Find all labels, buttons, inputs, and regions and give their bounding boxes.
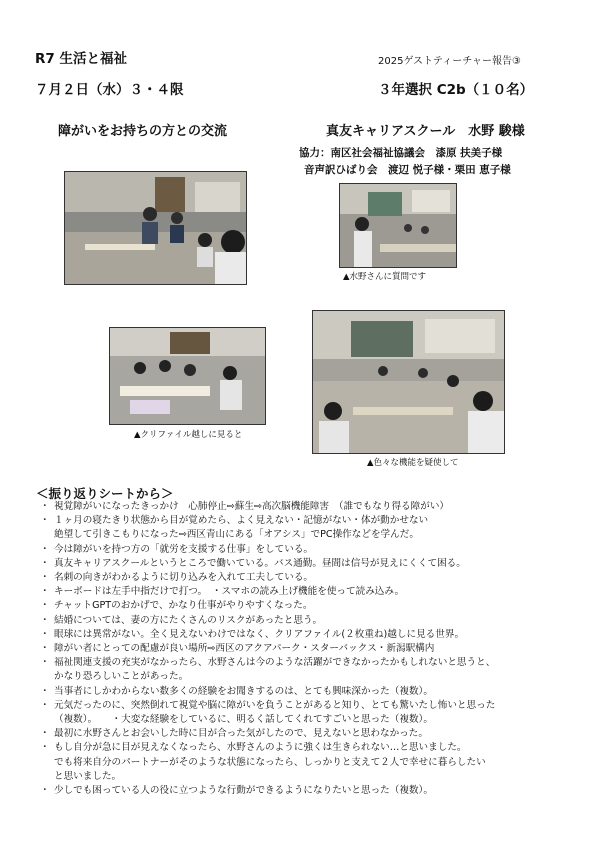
feedback-line: （複数）。 ・大変な経験をしているに、明るく話してくれてすごいと思った（複数）。 — [54, 714, 433, 726]
feedback-line: でも将来自分のパートナーがそのような状態になったら、しっかりと支えて２人で幸せに暮らしたい — [54, 756, 486, 768]
feedback-list — [42, 500, 572, 798]
feedback-item — [42, 656, 572, 684]
course-title: R7 生活と福祉 — [35, 51, 127, 67]
feedback-line: ・ 最初に水野さんとお会いした時に目が合った気がしたので、見えないと思わなかった。 — [54, 728, 428, 740]
guest-name: 真友キャリアスクール 水野 駿様 — [326, 124, 525, 139]
feedback-line: ・ 当事者にしかわからない数多くの経験をお聞きするのは、とても興味深かった（複数）。 — [54, 685, 433, 697]
feedback-item — [42, 500, 572, 514]
feedback-item — [42, 614, 572, 628]
feedback-line: ・ 今は障がいを持つ方の「就労を支援する仕事」をしている。 — [54, 543, 314, 555]
feedback-line: ・ 真友キャリアスクールというところで働いている。バス通勤。昼間は信号が見えにくくて困る。 — [54, 557, 466, 569]
feedback-line: ・ 福祉関連支援の充実がなかったら、水野さんは今のような活躍ができなかったかもしれないと思うと、 — [54, 657, 496, 669]
feedback-line: ・ 名刺の向きがわかるように切り込みを入れて工夫している。 — [54, 572, 314, 584]
feedback-item — [42, 599, 572, 613]
cooperation-line-1: 協力：南区社会福祉協議会 漆原 扶美子様 — [299, 147, 503, 159]
photo-clear-file — [109, 327, 266, 425]
lesson-date: ７月２日（水）３・４限 — [35, 82, 184, 98]
feedback-item — [42, 585, 572, 599]
feedback-line: ・ 結婚については、妻の方にたくさんのリスクがあったと思う。 — [54, 614, 323, 626]
feedback-item — [42, 514, 572, 542]
feedback-item — [42, 557, 572, 571]
feedback-line: と思いました。 — [54, 770, 122, 782]
caption-functions: ▲色々な機能を疑使して — [367, 458, 459, 468]
cooperation-line-2: 音声訳ひばり会 渡辺 悦子様・栗田 恵子様 — [304, 164, 511, 176]
feedback-line: ・ 視覚障がいになったきっかけ 心肺停止⇨蘇生⇨高次脳機能障害 （誰でもなり得る障がい） — [54, 501, 450, 512]
photo-classroom-guest — [64, 171, 247, 285]
feedback-line: ・ キーボードは左手中指だけで打つ。 ・スマホの読み上げ機能を使って読み込み。 — [54, 586, 405, 598]
feedback-line: ・ １ヶ月の寝たきり状態から目が覚めたら、よく見えない・記憶がない・体が動かせない — [54, 515, 429, 527]
caption-clear-file: ▲クリファイル越しに見ると — [134, 430, 243, 440]
report-label: 2025ゲストティーチャー報告③ — [378, 56, 521, 67]
feedback-item — [42, 685, 572, 699]
feedback-title: ＜振り返りシートから＞ — [36, 486, 174, 501]
feedback-line: 絶望して引きこもりになった⇨西区青山にある「オアシス」でPC操作などを学んだ。 — [54, 529, 419, 541]
feedback-line: ・ チャットGPTのおかげで、かなり仕事がやりやすくなった。 — [54, 600, 313, 612]
photo-functions — [312, 310, 505, 454]
feedback-line: ・ 少しでも困っている人の役に立つような行動ができるようになりたいと思った（複数）。 — [54, 785, 433, 797]
feedback-line: ・ 障がい者にとっての配慮が良い場所⇨西区のアクアパーク・スターバックス・新潟駅構内 — [54, 643, 435, 655]
feedback-item — [42, 784, 572, 798]
feedback-item — [42, 571, 572, 585]
class-info: ３年選択 C2b（１０名） — [378, 82, 534, 98]
feedback-line: ・ もし自分が急に目が見えなくなったら、水野さんのように強くは生きられない…と思いました。 — [54, 742, 467, 754]
feedback-line: ・ 元気だったのに、突然倒れて視覚や脳に障がいを負うことがあると知り、とても驚いたし怖いと思った — [54, 699, 496, 711]
feedback-item — [42, 642, 572, 656]
feedback-item — [42, 699, 572, 727]
topic-title: 障がいをお持ちの方との交流 — [58, 124, 228, 139]
feedback-item — [42, 727, 572, 741]
feedback-item — [42, 741, 572, 784]
caption-question: ▲水野さんに質問です — [343, 272, 427, 282]
feedback-line: かなり恐ろしいことがあった。 — [54, 671, 189, 683]
feedback-item — [42, 628, 572, 642]
feedback-item — [42, 543, 572, 557]
photo-question-time — [339, 183, 457, 268]
feedback-line: ・ 眼球には異常がない。全く見えないわけではなく、クリアファイル(２枚重ね)越しに見る世界。 — [54, 628, 465, 640]
